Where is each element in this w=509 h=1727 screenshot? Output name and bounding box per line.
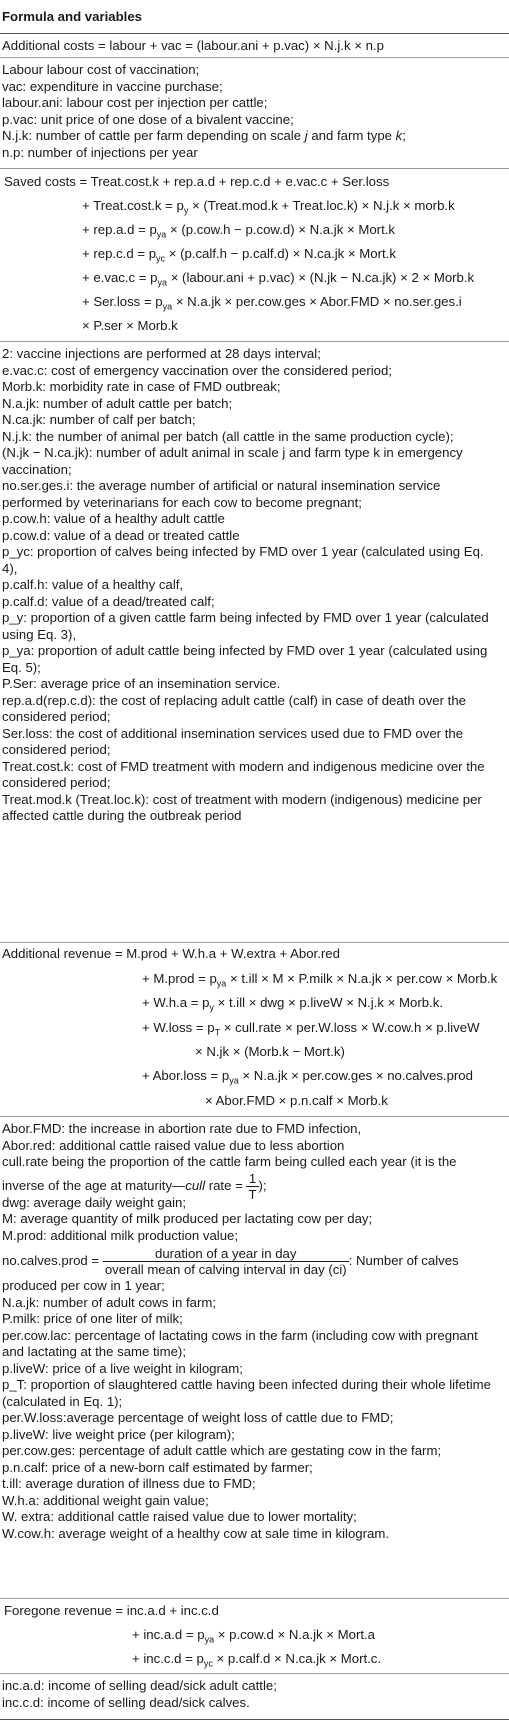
def-line: p_yc: proportion of calves being infected by FMD over 1 year (calculated using Eq. 4),	[2, 544, 484, 576]
def-line: vac: expenditure in vaccine purchase;	[2, 78, 223, 94]
def-line: N.a.jk: number of adult cows in farm;	[2, 1294, 217, 1310]
eq-saved-l3: + $rep.a.d = p_{ya} \times (p.cow.h - p.cow.d) \times N.a.jk$ × Mort.k	[82, 222, 395, 240]
eq-foregone-l3: + $inc.c.d = p_{yc}$ × p.calf.d × N.ca.jk × Mort.c.	[132, 1651, 382, 1669]
def-line: Morb.k: morbidity rate in case of FMD outbreak;	[2, 379, 281, 394]
divider	[0, 1673, 509, 1674]
def-line: p_ya: proportion of adult cattle being infected by FMD over 1 year (calculated using Eq. 5);	[2, 643, 488, 675]
eq-revenue-l5: × N.jk × (Morb.k − Mort.k)	[195, 1044, 345, 1059]
def-line: n.p: number of injections per year	[2, 144, 198, 160]
def-line: p.calf.h: value of a healthy calf,	[2, 577, 184, 592]
divider	[0, 57, 509, 58]
eq-revenue-l1: Additional revenue = M.prod + W.h.a + W.extra + Abor.red	[2, 946, 340, 961]
def-line: e.vac.c: cost of emergency vaccination over the considered period;	[2, 362, 392, 378]
def-line: Treat.mod.k (Treat.loc.k): cost of treatment with modern (indigenous) medicine per affected cattle during the outbreak period	[2, 791, 482, 823]
def-line: Treat.cost.k: cost of FMD treatment with modern and indigenous medicine over the considered period;	[2, 758, 485, 790]
def-line: dwg: average daily weight gain;	[2, 1194, 187, 1210]
def-line: labour.ani: labour cost per injection per cattle;	[2, 95, 268, 110]
def-line: Abor.red: additional cattle raised value due to less abortion	[2, 1137, 345, 1153]
eq-revenue-l2: + M.prod = $p_{ya} \times t.ill \times M$ × P.milk × N.a.jk × per.cow × Morb.k	[142, 971, 498, 989]
def-line: per.W.loss:average percentage of weight loss of cattle due to FMD;	[2, 1410, 394, 1425]
eq-saved-l1: Saved costs = Treat.cost.k + rep.a.d + rep.c.d + e.vac.c + Ser.loss	[4, 174, 390, 189]
divider	[0, 33, 509, 34]
divider	[0, 942, 509, 943]
def-line: cull.rate being the proportion of the cattle farm being culled each year (it is the	[2, 1154, 457, 1169]
def-line: produced per cow in 1 year;	[2, 1278, 165, 1293]
eq-revenue-l3: + $W.h.a = p_y \times t.ill$ × dwg × p.liveW × N.j.k × Morb.k.	[142, 995, 443, 1013]
eq-revenue-l7: × Abor.FMD × p.n.calf × Morb.k	[205, 1093, 388, 1108]
def-line: N.ca.jk: number of calf per batch;	[2, 412, 196, 427]
divider	[0, 1719, 509, 1720]
divider	[0, 341, 509, 342]
eq-foregone-l1: Foregone revenue = inc.a.d + inc.c.d	[4, 1603, 219, 1618]
def-line: N.a.jk: number of adult cattle per batch;	[2, 395, 233, 411]
calves-fraction: $\frac{\text{duration of a year in day}}{\text{overall mean of calving interval in day (ci)}}$	[104, 1246, 347, 1278]
def-line: W.h.a: additional weight gain value;	[2, 1492, 209, 1508]
def-line: inc.a.d: income of selling dead/sick adult cattle;	[2, 1678, 277, 1693]
def-line: W. extra: additional cattle raised value due to lower mortality;	[2, 1509, 357, 1524]
def-line: p.cow.h: value of a healthy adult cattle	[2, 511, 225, 526]
def-line: Labour labour cost of vaccination;	[2, 62, 200, 77]
defs-revenue	[2, 1121, 499, 1542]
def-line: p.calf.d: value of a dead/treated calf;	[2, 593, 215, 609]
eq-additional-costs: Additional costs = labour + vac = (labour.ani + p.vac) × N.j.k × n.p	[2, 38, 384, 53]
defs-saved-costs	[2, 346, 499, 825]
def-line: t.ill: average duration of illness due to FMD;	[2, 1476, 256, 1491]
def-line: 2: vaccine injections are performed at 28 days interval;	[2, 346, 321, 361]
def-line: W.cow.h: average weight of a healthy cow at sale time in kilogram.	[2, 1525, 390, 1541]
eq-foregone-l2: + $inc.a.d = p_{ya} \times p.cow.d \times N.a.jk$ × Mort.a	[132, 1627, 375, 1645]
def-line: p_y: proportion of a given cattle farm being infected by FMD over 1 year (calculated using Eq. 3),	[2, 610, 489, 642]
eq-revenue-l6: + Abor.loss = $p_{ya} \times N.a.jk \times per.cow.ges$ × no.calves.prod	[142, 1068, 473, 1086]
def-line: inc.c.d: income of selling dead/sick calves.	[2, 1694, 250, 1710]
def-line: Ser.loss: the cost of additional insemination services used due to FMD over the considered period;	[2, 725, 464, 757]
def-line: p.cow.d: value of a dead or treated cattle	[2, 527, 240, 543]
def-line: M: average quantity of milk produced per lactating cow per day;	[2, 1211, 373, 1226]
def-line: p.liveW: price of a live weight in kilogram;	[2, 1360, 243, 1376]
def-line: P.Ser: average price of an insemination service.	[2, 676, 281, 691]
divider	[0, 1598, 509, 1599]
divider	[0, 168, 509, 169]
eq-saved-l5: + $e.vac.c = p_{ya}$ × (labour.ani + p.vac) × (N.jk − N.ca.jk) × 2 × Morb.k	[82, 270, 475, 288]
eq-saved-l7: × P.ser × Morb.k	[82, 318, 178, 333]
def-line: p.vac: unit price of one dose of a bivalent vaccine;	[2, 111, 294, 127]
def-line: P.milk: price of one liter of milk;	[2, 1311, 183, 1326]
def-line: p.n.calf: price of a new-born calf estimated by farmer;	[2, 1459, 313, 1475]
def-line: no.calves.prod = $\frac{\text{duration of a year in day}}{\text{overall mean of calving interval in day (ci)}}$ : Number of calves	[2, 1246, 459, 1278]
eq-saved-l2: + Treat.cost.k = $p_y$ × (Treat.mod.k + Treat.loc.k) × N.j.k × morb.k	[82, 198, 455, 216]
def-line: rep.a.d(rep.c.d): the cost of replacing adult cattle (calf) in case of death over the considered period;	[2, 692, 467, 724]
def-line: Abor.FMD: the increase in abortion rate due to FMD infection,	[2, 1121, 362, 1136]
def-line: N.j.k: the number of animal per batch (all cattle in the same production cycle);	[2, 428, 454, 444]
def-line: inverse of the age at maturity—cull rate = $\frac{1}{T}$ );	[2, 1170, 267, 1202]
def-line: no.ser.ges.i: the average number of artificial or natural insemination service performed by veterinarians for each cow to become pregnant;	[2, 478, 441, 510]
def-line: per.cow.lac: percentage of lactating cows in the farm (including cow with pregnant and lactating at the same time);	[2, 1327, 478, 1359]
table-header: Formula and variables	[2, 9, 142, 24]
divider	[0, 1116, 509, 1117]
def-line: p.liveW: live weight price (per kilogram);	[2, 1426, 235, 1442]
def-line: N.j.k: number of cattle per farm depending on scale j and farm type k;	[2, 128, 406, 143]
defs-additional-costs	[2, 62, 499, 161]
defs-foregone	[2, 1678, 499, 1711]
def-line: (N.jk − N.ca.jk): number of adult animal in scale j and farm type k in emergency vaccination;	[2, 445, 463, 477]
def-line: M.prod: additional milk production value;	[2, 1227, 239, 1243]
eq-saved-l6: + Ser.loss = $p_{ya} \times N.a.jk \times per.cow.ges$ × Abor.FMD × no.ser.ges.i	[82, 294, 462, 312]
eq-saved-l4: + $rep.c.d = p_{yc}$ × (p.calf.h − p.calf.d) × N.ca.jk × Mort.k	[82, 246, 396, 264]
def-line: per.cow.ges: percentage of adult cattle which are gestating cow in the farm;	[2, 1443, 442, 1458]
cull-fraction: $\frac{1}{T}$	[248, 1170, 257, 1202]
def-line: p_T: proportion of slaughtered cattle having been infected during their whole lifetime (calculated in Eq. 1);	[2, 1377, 491, 1409]
eq-revenue-l4: + W.loss = $p_T$ × cull.rate × per.W.loss × W.cow.h × p.liveW	[142, 1020, 480, 1038]
